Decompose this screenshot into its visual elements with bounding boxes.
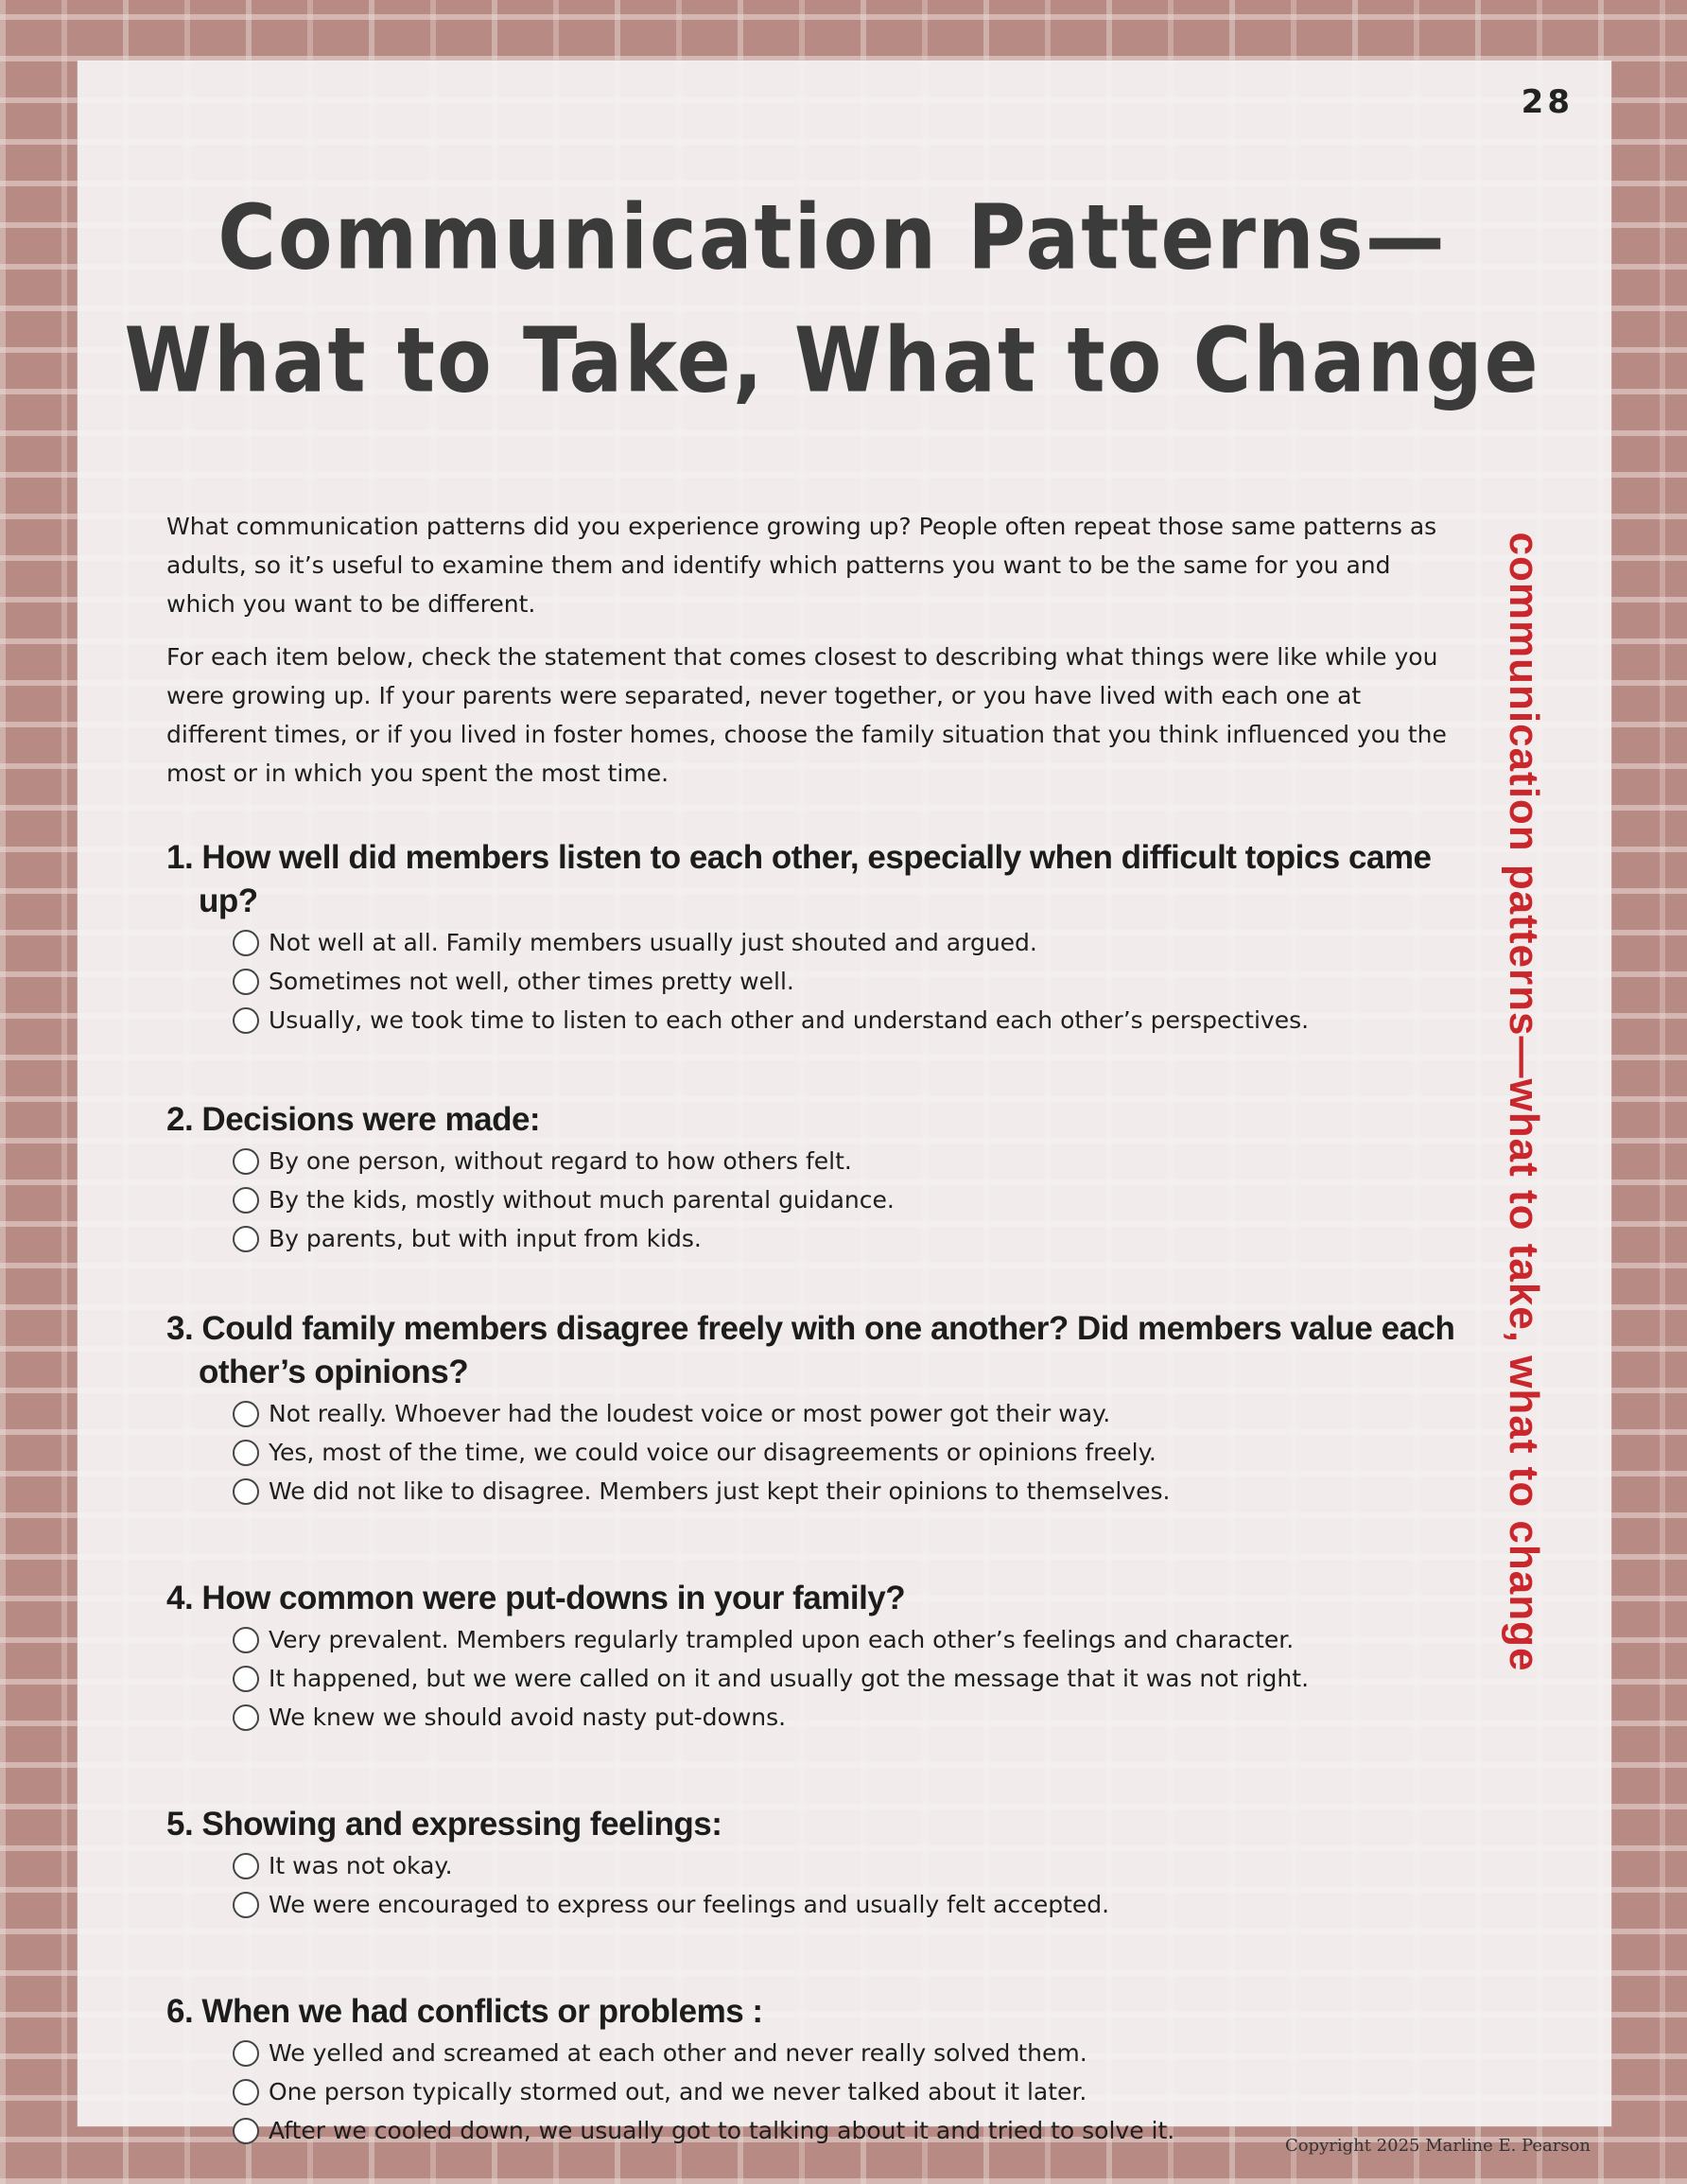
- radio-button-icon[interactable]: [233, 1892, 259, 1918]
- option[interactable]: [233, 1001, 1490, 1040]
- question-text: 1. How well did members listen to each other, especially when difficult topics came up?: [166, 839, 1432, 919]
- page-title: [123, 176, 1541, 422]
- copyright-notice: Copyright 2025 Marline E. Pearson: [1284, 2136, 1591, 2156]
- option[interactable]: [233, 1620, 1490, 1659]
- option[interactable]: [233, 2034, 1490, 2072]
- option-list: [166, 1142, 1490, 1258]
- title-line-1: Communication Patterns—: [217, 185, 1447, 289]
- radio-button-icon[interactable]: [233, 1007, 259, 1034]
- question-text: 3. Could family members disagree freely with one another? Did members value each other’s opinions?: [166, 1310, 1455, 1390]
- option-label: By the kids, mostly without much parental guidance.: [269, 1186, 895, 1214]
- page-number: 28: [1521, 83, 1574, 121]
- option[interactable]: [233, 1180, 1490, 1219]
- question-text: 4. How common were put-downs in your family?: [166, 1580, 906, 1616]
- radio-button-icon[interactable]: [233, 1627, 259, 1653]
- option-list: [166, 1846, 1490, 1924]
- option-label: By parents, but with input from kids.: [269, 1225, 702, 1252]
- option-label: Yes, most of the time, we could voice our disagreements or opinions freely.: [269, 1439, 1157, 1466]
- option-label: Not well at all. Family members usually just shouted and argued.: [269, 929, 1037, 956]
- option[interactable]: [233, 1885, 1490, 1924]
- radio-button-icon[interactable]: [233, 1666, 259, 1692]
- option[interactable]: [233, 1219, 1490, 1258]
- intro-paragraph-1: What communication patterns did you experience growing up? People often repeat those same patterns as adults, so it’s useful to examine them and identify which patterns you want to be the same for you and which you want to be different.: [166, 513, 1437, 618]
- radio-button-icon[interactable]: [233, 1478, 259, 1505]
- option[interactable]: [233, 1659, 1490, 1698]
- question-4: [166, 1577, 1490, 1737]
- option-label: Usually, we took time to listen to each other and understand each other’s perspectives.: [269, 1006, 1310, 1034]
- option[interactable]: [233, 1472, 1490, 1511]
- option-list: [166, 1394, 1490, 1511]
- question-5: [166, 1803, 1490, 1924]
- option[interactable]: [233, 1394, 1490, 1433]
- radio-button-icon[interactable]: [233, 2079, 259, 2105]
- question-1: [166, 836, 1490, 1040]
- question-text: 6. When we had conflicts or problems :: [166, 1993, 763, 2030]
- option-label: It was not okay.: [269, 1852, 453, 1879]
- question-3: [166, 1307, 1490, 1511]
- radio-button-icon[interactable]: [233, 1704, 259, 1731]
- option-label: We were encouraged to express our feelings and usually felt accepted.: [269, 1891, 1110, 1918]
- radio-button-icon[interactable]: [233, 1401, 259, 1427]
- radio-button-icon[interactable]: [233, 969, 259, 995]
- option[interactable]: [233, 1433, 1490, 1472]
- option[interactable]: [233, 1142, 1490, 1180]
- intro-paragraph-2: For each item below, check the statement that comes closest to describing what things were like while you were growing up. If your parents were separated, never together, or you have lived with each one at different times, or if you lived in foster homes, choose the family situation that you think influenced you the most or in which you spent the most time.: [166, 643, 1447, 787]
- option-label: One person typically stormed out, and we never talked about it later.: [269, 2078, 1087, 2105]
- option[interactable]: [233, 2072, 1490, 2111]
- option-list: [166, 2034, 1490, 2150]
- title-line-2: What to Take, What to Change: [124, 308, 1540, 412]
- radio-button-icon[interactable]: [233, 930, 259, 956]
- option-label: We knew we should avoid nasty put-downs.: [269, 1704, 787, 1731]
- option[interactable]: [233, 1698, 1490, 1737]
- question-6: [166, 1990, 1490, 2150]
- side-label: communication patterns—what to take, what to change: [1501, 532, 1547, 1672]
- option[interactable]: [233, 962, 1490, 1001]
- radio-button-icon[interactable]: [233, 1187, 259, 1214]
- option-label: By one person, without regard to how others felt.: [269, 1147, 852, 1175]
- radio-button-icon[interactable]: [233, 1440, 259, 1466]
- option-label: After we cooled down, we usually got to talking about it and tried to solve it.: [269, 2117, 1175, 2144]
- question-list: [166, 836, 1490, 2150]
- question-text: 5. Showing and expressing feelings:: [166, 1806, 722, 1843]
- intro-text: [166, 507, 1452, 807]
- radio-button-icon[interactable]: [233, 2040, 259, 2067]
- option-label: It happened, but we were called on it and usually got the message that it was not right.: [269, 1665, 1310, 1692]
- option-label: We yelled and screamed at each other and never really solved them.: [269, 2039, 1087, 2067]
- option-label: Very prevalent. Members regularly trampled upon each other’s feelings and character.: [269, 1626, 1295, 1653]
- radio-button-icon[interactable]: [233, 2118, 259, 2144]
- question-text: 2. Decisions were made:: [166, 1101, 541, 1138]
- option[interactable]: [233, 923, 1490, 962]
- question-2: [166, 1098, 1490, 1258]
- option[interactable]: [233, 1846, 1490, 1885]
- radio-button-icon[interactable]: [233, 1853, 259, 1879]
- option-label: Sometimes not well, other times pretty well.: [269, 968, 794, 995]
- option-label: We did not like to disagree. Members just kept their opinions to themselves.: [269, 1477, 1171, 1505]
- radio-button-icon[interactable]: [233, 1148, 259, 1175]
- option-list: [166, 923, 1490, 1040]
- option-list: [166, 1620, 1490, 1737]
- radio-button-icon[interactable]: [233, 1226, 259, 1252]
- option-label: Not really. Whoever had the loudest voice or most power got their way.: [269, 1400, 1111, 1427]
